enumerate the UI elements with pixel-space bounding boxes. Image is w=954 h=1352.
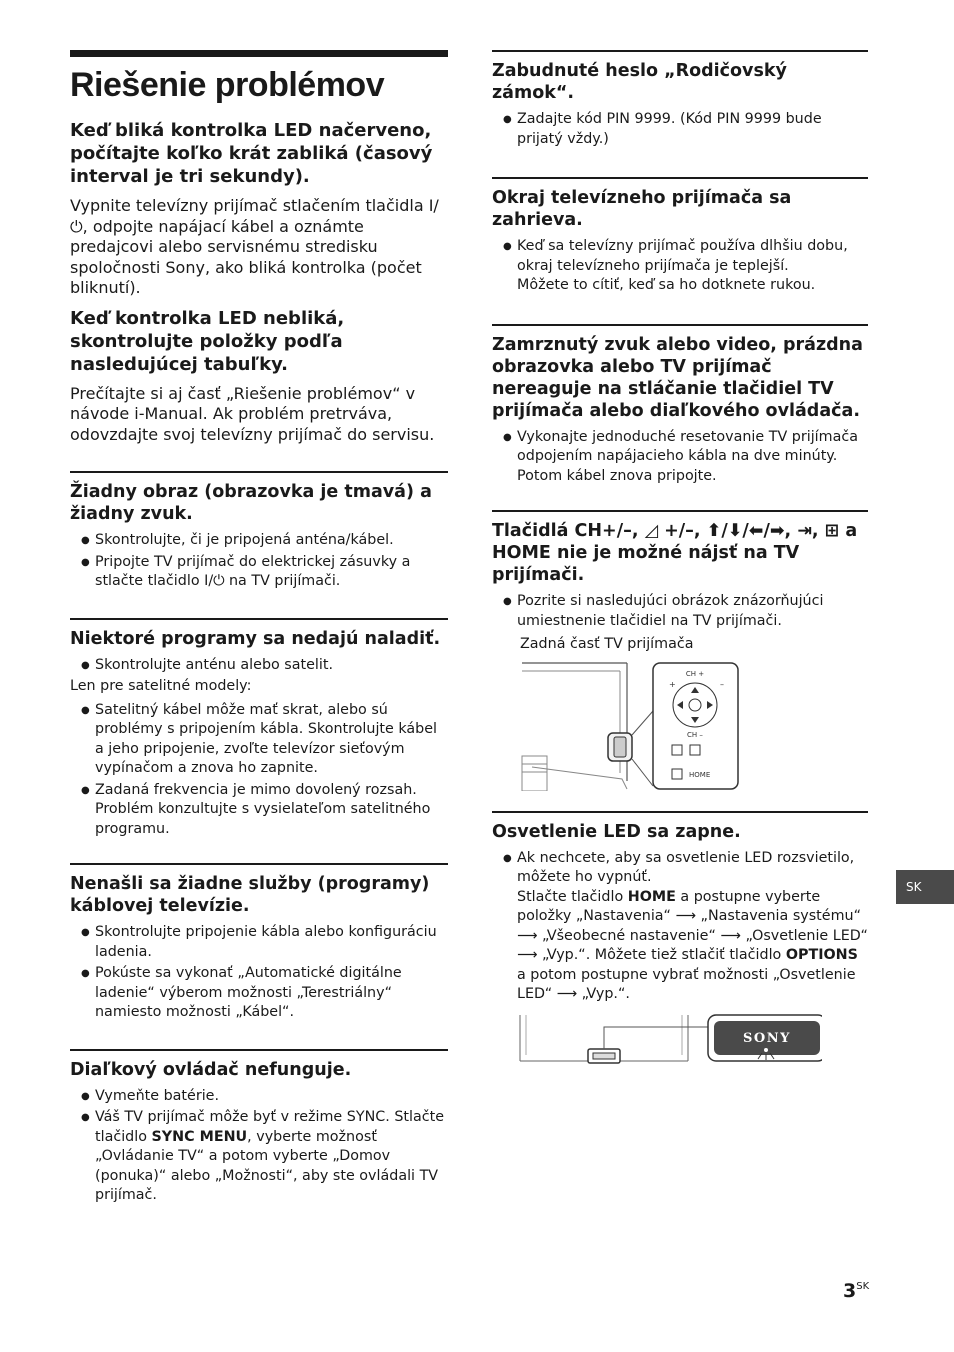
intro-heading-1: Keď bliká kontrolka LED načerveno, počítajte koľko krát zabliká (časový interval je tri sekundy). xyxy=(70,120,433,187)
section-title: Žiadny obraz (obrazovka je tmavá) a žiadny zvuk. xyxy=(70,482,432,524)
section-title: Osvetlenie LED sa zapne. xyxy=(492,821,741,842)
list-item: ● Skontrolujte pripojenie kábla alebo konfiguráciu ladenia. xyxy=(70,923,448,962)
list-item: ● Pripojte TV prijímač do elektrickej zásuvky a stlačte tlačidlo I/⏻ na TV prijímači. xyxy=(70,553,448,592)
intro-heading-2: Keď kontrolka LED nebliká, skontrolujte položky podľa nasledujúcej tabuľky. xyxy=(70,307,345,375)
section-title: Tlačidlá CH+/–, ◿ +/–, ⬆/⬇/⬅/➡, ⇥, ⊞ a HOME nie je možné nájsť na TV prijímači. xyxy=(492,521,858,585)
page-number: $3^{SK}$ xyxy=(843,1280,870,1302)
right-column xyxy=(492,50,868,1075)
svg-text:–: – xyxy=(720,679,724,689)
section-title: Niektoré programy sa nedajú naladiť. xyxy=(70,628,441,649)
section-remote xyxy=(70,1049,448,1206)
section-title: Okraj televízneho prijímača sa zahrieva. xyxy=(492,188,792,230)
list-item: ● Keď sa televízny prijímač používa dlhšiu dobu, okraj televízneho prijímača je teplejší. Môžete to cítiť, keď sa ho dotknete rukou. xyxy=(492,237,868,296)
section-tuning xyxy=(70,618,448,840)
list-item: ● Vymeňte batérie. xyxy=(70,1087,448,1107)
section-title: Nenašli sa žiadne služby (programy) káblovej televízie. xyxy=(70,874,430,916)
section-heat xyxy=(492,177,868,296)
ch-minus-label: CH – xyxy=(687,730,703,739)
page-title: Riešenie problémov xyxy=(70,66,385,104)
list-item: ● Pozrite si nasledujúci obrázok znázorňujúci umiestnenie tlačidiel na TV prijímači. xyxy=(492,592,868,631)
section-password xyxy=(492,50,868,149)
list-item: ● Skontrolujte anténu alebo satelit. xyxy=(70,656,448,676)
list-item: ● Ak nechcete, aby sa osvetlenie LED rozsvietilo, môžete ho vypnúť. Stlačte tlačidlo HOME a postupne vyberte položky „Nastavenia“ ⟶ „Nastavenia systému“ ⟶ „Všeobecné nastavenie“ ⟶ „Osvetlenie LED“ ⟶ „Vyp.“. Môžete tiež stlačiť tlačidlo OPTIONS a potom postupne vybrať možnosti „Osvetlenie LED“ ⟶ „Vyp.“. xyxy=(492,849,868,1005)
section-cable xyxy=(70,863,448,1023)
home-button-label: HOME xyxy=(627,888,676,905)
options-button-label: OPTIONS xyxy=(785,947,858,963)
list-item: ● Pokúste sa vykonať „Automatické digitálne ladenie“ výberom možnosti „Terestriálny“ namiesto možnosti „Kábel“. xyxy=(70,964,448,1023)
intro-text-1: Vypnite televízny prijímač stlačením tlačidla I/⏻, odpojte napájací kábel a oznámte predajcovi alebo servisnému stredisku spoločnosti Sony, ako bliká kontrolka (počet bliknutí). xyxy=(70,196,439,297)
language-tab: SK xyxy=(896,870,954,904)
title-block xyxy=(70,50,448,105)
list-item: ● Satelitný kábel môže mať skrat, alebo sú problémy s pripojením kábla. Skontrolujte kábel a jeho pripojenie, zvoľte televízor sieťovým vypínačom a znova ho zapnite. xyxy=(70,701,448,779)
section-title: Zabudnuté heslo „Rodičovský zámok“. xyxy=(492,61,787,103)
list-item: ● Váš TV prijímač môže byť v režime SYNC. Stlačte tlačidlo SYNC MENU, vyberte možnosť „Ovládanie TV“ a potom vyberte „Domov (ponuka)“ alebo „Možnosti“, aby ste ovládali TV prijímač. xyxy=(70,1108,448,1206)
list-item: ● Vykonajte jednoduché resetovanie TV prijímača odpojením napájacieho kábla na dve minúty. Potom kábel znova pripojte. xyxy=(492,428,868,487)
svg-text:+: + xyxy=(669,679,676,689)
tv-buttons-figure xyxy=(492,661,742,791)
section-title: Diaľkový ovládač nefunguje. xyxy=(70,1059,352,1080)
home-label: HOME xyxy=(689,770,711,779)
figure-caption: Zadná časť TV prijímača xyxy=(520,636,694,652)
section-title: Zamrznutý zvuk alebo video, prázdna obrazovka alebo TV prijímač nereaguje na stláčanie tlačidiel TV prijímača alebo diaľkového ovládača. xyxy=(492,334,863,421)
satellite-note: Len pre satelitné modely: xyxy=(70,678,252,694)
sony-logo: SONY xyxy=(743,1030,791,1046)
led-figure xyxy=(492,1013,822,1075)
list-item: ● Zadaná frekvencia je mimo dovolený rozsah. Problém konzultujte s vysielateľom satelitného programu. xyxy=(70,781,448,840)
intro-text-2: Prečítajte si aj časť „Riešenie problémov“ v návode i-Manual. Ak problém pretrváva, odovzdajte svoj televízny prijímač do servisu. xyxy=(70,383,435,444)
sync-menu-label: SYNC MENU xyxy=(151,1128,248,1145)
section-frozen xyxy=(492,324,868,487)
list-item: ● Skontrolujte, či je pripojená anténa/kábel. xyxy=(70,531,448,551)
left-column xyxy=(70,50,448,1208)
list-item: ● Zadajte kód PIN 9999. (Kód PIN 9999 bude prijatý vždy.) xyxy=(492,110,868,149)
section-buttons xyxy=(492,510,868,791)
section-led xyxy=(492,811,868,1075)
ch-plus-label: CH + xyxy=(685,669,705,678)
section-no-picture xyxy=(70,471,448,592)
